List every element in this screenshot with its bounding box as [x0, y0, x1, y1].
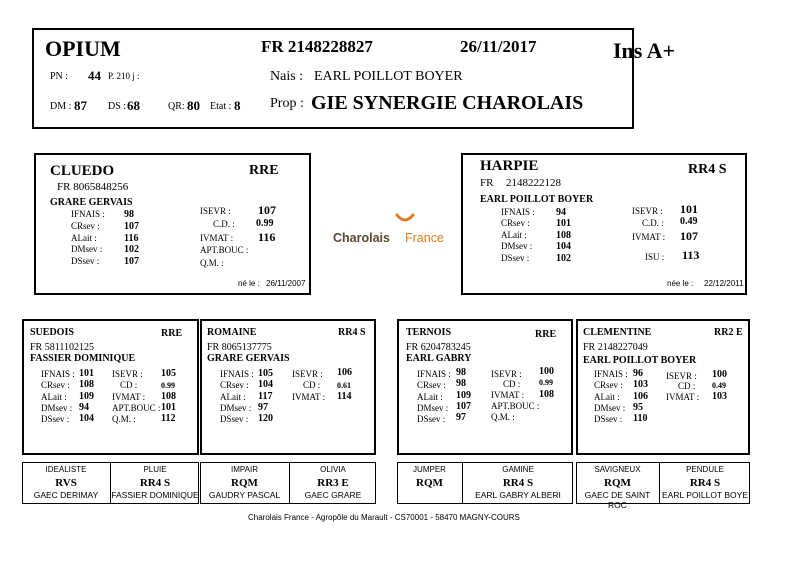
ggp-cell — [111, 462, 199, 504]
gp-idx-label: DMsev : — [417, 403, 449, 413]
gp-idx-label: ALait : — [417, 392, 443, 402]
ggp-owner: GAEC DERIMAY — [33, 490, 99, 500]
dm-value: 87 — [74, 98, 87, 113]
gp-idx-value: 95 — [633, 402, 643, 413]
grandparent-rating: RR2 E — [714, 327, 743, 338]
ggp-rating: RR4 S — [502, 477, 534, 489]
gp-right-label: CD : — [503, 379, 521, 389]
gp-idx-label: IFNAIS : — [220, 369, 254, 379]
gp-idx-label: ALait : — [41, 392, 67, 402]
grandparent-rating: RRE — [535, 329, 557, 340]
ggp-owner: GAEC DE SAINT ROC — [584, 490, 651, 510]
animal-name: OPIUM — [45, 36, 121, 61]
gp-idx-value: 98 — [456, 378, 466, 389]
gp-idx-label: CRsev : — [220, 380, 249, 390]
dam-idx-value: 101 — [556, 218, 571, 229]
logo-text-france: France — [405, 231, 444, 245]
sire-born-label: né le : — [238, 279, 260, 288]
gp-idx-value: 103 — [633, 379, 648, 390]
p210-label: P. 210 j : — [108, 71, 140, 81]
sire-ivmat-label: IVMAT : — [200, 233, 234, 243]
ggp-cell — [22, 462, 110, 504]
sire-cd-value: 0.99 — [256, 218, 274, 229]
sire-idx-value: 102 — [124, 244, 139, 255]
ggp-name: IDEALISTE — [45, 465, 87, 474]
grandparent-id: FR 2148227049 — [583, 342, 648, 353]
report-date: 26/11/2017 — [460, 37, 537, 56]
qr-label: QR: — [168, 101, 185, 112]
gp-right-value: 108 — [539, 389, 554, 400]
gp-idx-label: DMsev : — [220, 403, 252, 413]
dam-idx-label: CRsev : — [501, 218, 530, 228]
ggp-rating: RQM — [416, 477, 443, 489]
logo-swoosh-icon — [395, 212, 415, 224]
gp-idx-label: DSsev : — [417, 414, 446, 424]
sire-isevr-value: 107 — [258, 203, 276, 217]
sire-idx-label: DMsev : — [71, 244, 103, 254]
charolais-france-logo — [331, 212, 449, 252]
gp-idx-label: DSsev : — [220, 414, 249, 424]
dam-cd-value: 0.49 — [680, 216, 698, 227]
grandparent-owner: GRARE GERVAIS — [207, 353, 290, 364]
dam-isevr-value: 101 — [680, 202, 698, 216]
gp-idx-value: 109 — [456, 390, 471, 401]
gp-right-label: IVMAT : — [666, 392, 700, 402]
dam-born-date: 22/12/2011 — [704, 279, 744, 288]
gp-right-label: CD : — [120, 380, 138, 390]
gp-right-value: 106 — [337, 367, 352, 378]
ggp-name: PLUIE — [143, 465, 167, 474]
ggp-owner: EARL POILLOT BOYE — [662, 490, 748, 500]
gp-right-value: 103 — [712, 391, 727, 402]
gp-right-value: 0.61 — [337, 381, 351, 390]
dam-cd-label: C.D. : — [642, 218, 664, 228]
gp-right-value: 0.99 — [539, 378, 553, 387]
sire-idx-label: IFNAIS : — [71, 209, 105, 219]
gp-right-label: Q.M. : — [491, 412, 515, 422]
grandparent-id: FR 6204783245 — [406, 342, 471, 353]
gp-idx-value: 96 — [633, 368, 643, 379]
gp-idx-label: IFNAIS : — [417, 369, 451, 379]
prop-value: GIE SYNERGIE CHAROLAIS — [311, 92, 584, 114]
gp-right-value: 114 — [337, 391, 352, 402]
gp-right-label: APT.BOUC : — [491, 401, 540, 411]
dam-ivmat-label: IVMAT : — [632, 232, 666, 242]
sire-apt-label: APT.BOUC : — [200, 245, 249, 255]
gp-idx-label: DSsev : — [41, 414, 70, 424]
sire-idx-value: 116 — [124, 233, 139, 244]
gp-right-label: CD : — [678, 381, 696, 391]
grandparent-owner: FASSIER DOMINIQUE — [30, 353, 136, 364]
gp-right-value: 108 — [161, 391, 176, 402]
sire-idx-label: DSsev : — [71, 256, 100, 266]
gp-right-label: CD : — [303, 380, 321, 390]
gp-right-label: ISEVR : — [292, 369, 323, 379]
gp-right-value: 112 — [161, 413, 176, 424]
dam-ivmat-value: 107 — [680, 229, 698, 243]
nais-label: Nais : — [270, 69, 304, 84]
qr-value: 80 — [187, 98, 200, 113]
dam-idx-value: 104 — [556, 241, 571, 252]
ggp-name: JUMPER — [413, 465, 446, 474]
dam-name: HARPIE — [480, 158, 539, 174]
gp-idx-label: ALait : — [594, 392, 620, 402]
gp-idx-value: 105 — [258, 368, 273, 379]
dam-rating: RR4 S — [688, 162, 727, 177]
ggp-cell — [397, 462, 462, 504]
gp-idx-value: 109 — [79, 391, 94, 402]
sire-name: CLUEDO — [50, 163, 115, 179]
ggp-owner: GAEC GRARE — [304, 490, 362, 500]
dam-idx-label: DSsev : — [501, 253, 530, 263]
logo-text-charolais: Charolais — [333, 231, 390, 245]
gp-right-value: 100 — [539, 366, 554, 377]
gp-right-value: 101 — [161, 402, 176, 413]
gp-idx-value: 104 — [79, 413, 94, 424]
ggp-cell — [463, 462, 573, 504]
dam-isu-value: 113 — [682, 248, 700, 262]
sire-born-date: 26/11/2007 — [266, 279, 306, 288]
footer-address: Charolais France - Agropôle du Marault - CS70001 - 58470 MAGNY-COURS — [248, 513, 520, 522]
gp-right-label: IVMAT : — [292, 392, 326, 402]
gp-right-value: 105 — [161, 368, 176, 379]
dm-label: DM : — [50, 101, 72, 112]
gp-right-label: ISEVR : — [666, 371, 697, 381]
ggp-rating: RVS — [55, 477, 77, 489]
grandparent-id: FR 5811102125 — [30, 342, 94, 353]
dam-idx-value: 108 — [556, 230, 571, 241]
dam-isevr-label: ISEVR : — [632, 206, 663, 216]
dam-owner: EARL POILLOT BOYER — [480, 194, 594, 205]
sire-idx-label: ALait : — [71, 233, 97, 243]
gp-right-value: 0.99 — [161, 381, 175, 390]
ggp-name: GAMINE — [502, 465, 534, 474]
dam-id: 2148222128 — [506, 177, 561, 189]
ins-rating: Ins A+ — [613, 38, 676, 63]
animal-id: FR 2148228827 — [261, 37, 373, 56]
ggp-owner: EARL GABRY ALBERI — [475, 490, 561, 500]
ds-value: 68 — [127, 98, 140, 113]
gp-right-label: Q.M. : — [112, 414, 136, 424]
ds-label: DS : — [108, 101, 127, 112]
pn-value: 44 — [88, 68, 101, 83]
ggp-owner: FASSIER DOMINIQUE — [111, 490, 199, 500]
gp-right-label: ISEVR : — [112, 369, 143, 379]
gp-idx-label: CRsev : — [41, 380, 70, 390]
gp-idx-value: 94 — [79, 402, 89, 413]
gp-idx-value: 107 — [456, 401, 471, 412]
gp-idx-value: 97 — [456, 412, 466, 423]
gp-idx-label: CRsev : — [417, 380, 446, 390]
ggp-cell — [660, 462, 750, 504]
ggp-rating: RR4 S — [689, 477, 721, 489]
sire-idx-label: CRsev : — [71, 221, 100, 231]
sire-owner: GRARE GERVAIS — [50, 197, 133, 208]
gp-idx-value: 117 — [258, 391, 273, 402]
dam-idx-value: 94 — [556, 207, 566, 218]
ggp-name: IMPAIR — [231, 465, 258, 474]
sire-idx-value: 107 — [124, 256, 139, 267]
gp-right-value: 0.49 — [712, 381, 726, 390]
gp-idx-value: 106 — [633, 391, 648, 402]
etat-label: Etat : — [210, 101, 232, 112]
ggp-cell — [200, 462, 289, 504]
gp-idx-label: DSsev : — [594, 414, 623, 424]
ggp-name: OLIVIA — [320, 465, 346, 474]
gp-idx-value: 120 — [258, 413, 273, 424]
ggp-cell — [290, 462, 376, 504]
sire-id: FR 8065848256 — [57, 181, 129, 193]
ggp-rating: RQM — [604, 477, 631, 489]
gp-right-value: 100 — [712, 369, 727, 380]
gp-idx-label: IFNAIS : — [41, 369, 75, 379]
gp-idx-value: 97 — [258, 402, 268, 413]
sire-rating: RRE — [249, 163, 279, 178]
grandparent-owner: EARL GABRY — [406, 353, 472, 364]
sire-idx-value: 98 — [124, 209, 134, 220]
grandparent-name: ROMAINE — [207, 327, 257, 338]
gp-idx-label: IFNAIS : — [594, 369, 628, 379]
gp-idx-value: 101 — [79, 368, 94, 379]
ggp-rating: RR3 E — [317, 477, 349, 489]
gp-idx-label: DMsev : — [594, 403, 626, 413]
dam-born-label: née le : — [667, 279, 694, 288]
dam-idx-label: DMsev : — [501, 241, 533, 251]
gp-idx-value: 108 — [79, 379, 94, 390]
sire-ivmat-value: 116 — [258, 230, 276, 244]
gp-right-label: IVMAT : — [112, 392, 146, 402]
grandparent-id: FR 8065137775 — [207, 342, 272, 353]
sire-idx-value: 107 — [124, 221, 139, 232]
gp-right-label: ISEVR : — [491, 369, 522, 379]
gp-idx-label: CRsev : — [594, 380, 623, 390]
grandparent-rating: RRE — [161, 328, 183, 339]
gp-right-label: APT.BOUC : — [112, 403, 161, 413]
pn-label: PN : — [50, 71, 69, 82]
sire-cd-label: C.D. : — [213, 219, 235, 229]
ggp-name: PENDULE — [686, 465, 724, 474]
gp-idx-label: DMsev : — [41, 403, 73, 413]
ggp-rating: RQM — [231, 477, 258, 489]
grandparent-name: CLEMENTINE — [583, 327, 652, 338]
sire-isevr-label: ISEVR : — [200, 206, 231, 216]
nais-value: EARL POILLOT BOYER — [314, 69, 463, 84]
ggp-owner: GAUDRY PASCAL — [208, 490, 281, 500]
gp-idx-value: 110 — [633, 413, 648, 424]
dam-idx-value: 102 — [556, 253, 571, 264]
gp-idx-label: ALait : — [220, 392, 246, 402]
ggp-rating: RR4 S — [139, 477, 171, 489]
gp-idx-value: 98 — [456, 367, 466, 378]
ggp-name: SAVIGNEUX — [594, 465, 641, 474]
grandparent-rating: RR4 S — [338, 327, 366, 338]
dam-idx-label: IFNAIS : — [501, 207, 535, 217]
gp-right-label: IVMAT : — [491, 390, 525, 400]
grandparent-name: TERNOIS — [406, 327, 452, 338]
dam-isu-label: ISU : — [645, 252, 665, 262]
grandparent-owner: EARL POILLOT BOYER — [583, 355, 697, 366]
prop-label: Prop : — [270, 96, 304, 111]
ggp-cell — [576, 462, 659, 510]
dam-id-prefix: FR — [480, 177, 494, 189]
grandparent-name: SUEDOIS — [30, 327, 74, 338]
gp-idx-value: 104 — [258, 379, 273, 390]
etat-value: 8 — [234, 98, 241, 113]
sire-qm-label: Q.M. : — [200, 258, 224, 268]
dam-idx-label: ALait : — [501, 230, 527, 240]
